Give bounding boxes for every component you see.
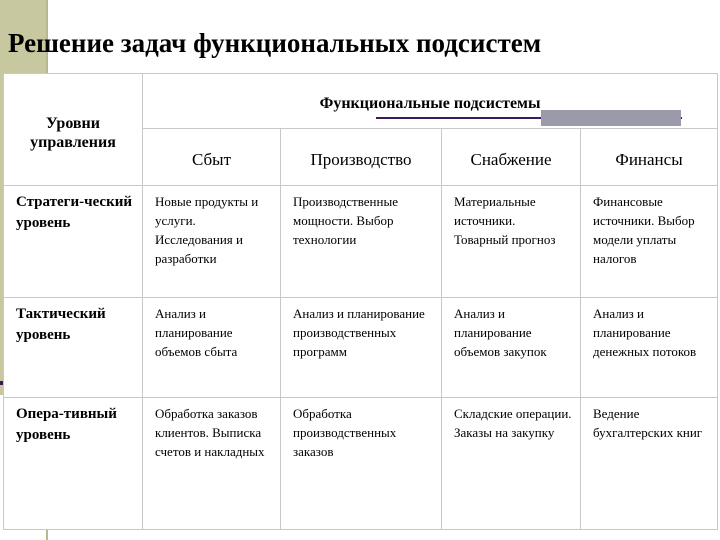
table-row	[4, 186, 718, 298]
table-cell: Ведение бухгалтерских книг	[581, 398, 718, 530]
slide-title: Решение задач функциональных подсистем	[8, 28, 542, 58]
column-header-production: Производство	[281, 129, 442, 186]
subsystems-table	[3, 73, 718, 530]
table-row	[4, 298, 718, 398]
table-cell: Обработка заказов клиентов. Выписка счетов и накладных	[143, 398, 281, 530]
table-cell: Материальные источники. Товарный прогноз	[442, 186, 581, 298]
column-header-sales: Сбыт	[143, 129, 281, 186]
column-header-supply: Снабжение	[442, 129, 581, 186]
table-cell: Финансовые источники. Выбор модели уплаты налогов	[581, 186, 718, 298]
level-label: Стратеги-ческий уровень	[4, 186, 143, 298]
level-label: Тактический уровень	[4, 298, 143, 398]
table-cell: Анализ и планирование объемов закупок	[442, 298, 581, 398]
table-cell: Производственные мощности. Выбор технологии	[281, 186, 442, 298]
subsystems-group-header: Функциональные подсистемы	[143, 74, 718, 129]
header-decorative-block	[541, 110, 681, 126]
column-header-finance: Финансы	[581, 129, 718, 186]
table-cell: Обработка производственных заказов	[281, 398, 442, 530]
level-label: Опера-тивный уровень	[4, 398, 143, 530]
table-cell: Складские операции. Заказы на закупку	[442, 398, 581, 530]
table-cell: Анализ и планирование производственных программ	[281, 298, 442, 398]
table-cell: Анализ и планирование денежных потоков	[581, 298, 718, 398]
table-cell: Новые продукты и услуги. Исследования и разработки	[143, 186, 281, 298]
levels-header: Уровни управления	[4, 74, 143, 186]
table-cell: Анализ и планирование объемов сбыта	[143, 298, 281, 398]
table-row	[4, 398, 718, 530]
